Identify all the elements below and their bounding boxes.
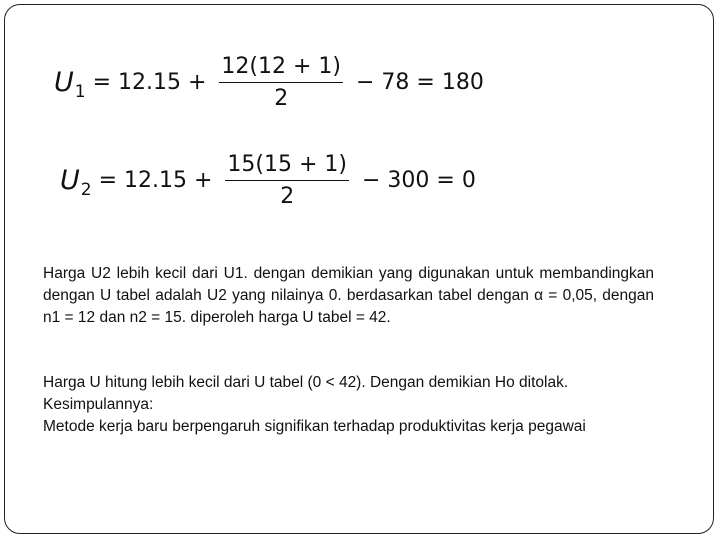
conclusion-line: Harga U hitung lebih kecil dari U tabel (0 < 42). Dengan demikian Ho ditolak. — [43, 374, 569, 391]
equation-fraction — [219, 54, 343, 111]
fraction-denominator: 2 — [280, 183, 295, 209]
conclusion-heading: Kesimpulannya: — [43, 396, 154, 413]
equation-lhs: = 12.15 + — [85, 69, 214, 95]
paragraph-conclusion — [43, 372, 654, 438]
fraction-denominator: 2 — [274, 85, 289, 111]
equation-variable: U $_1$ — [54, 66, 86, 102]
equation-rhs: − 300 = 0 — [355, 167, 476, 193]
equation-rhs: − 78 = 180 — [349, 69, 484, 95]
equation-fraction — [225, 152, 349, 209]
equation-u1 — [54, 50, 484, 114]
equation-variable: U $_2$ — [60, 164, 92, 200]
paragraph-comparison: Harga U2 lebih kecil dari U1. dengan demikian yang digunakan untuk membandingkan dengan U tabel adalah U2 yang nilainya 0. berdasarkan tabel dengan α = 0,05, dengan n1 = 12 dan n2 = 15. diperoleh harga U tabel = 42. — [43, 265, 654, 326]
equation-u2 — [60, 148, 476, 212]
fraction-numerator: 12(12 + 1) — [221, 53, 341, 79]
conclusion-line: Metode kerja baru berpengaruh signifikan terhadap produktivitas kerja pegawai — [43, 418, 586, 435]
equation-lhs: = 12.15 + — [91, 167, 220, 193]
fraction-numerator: 15(15 + 1) — [227, 151, 347, 177]
